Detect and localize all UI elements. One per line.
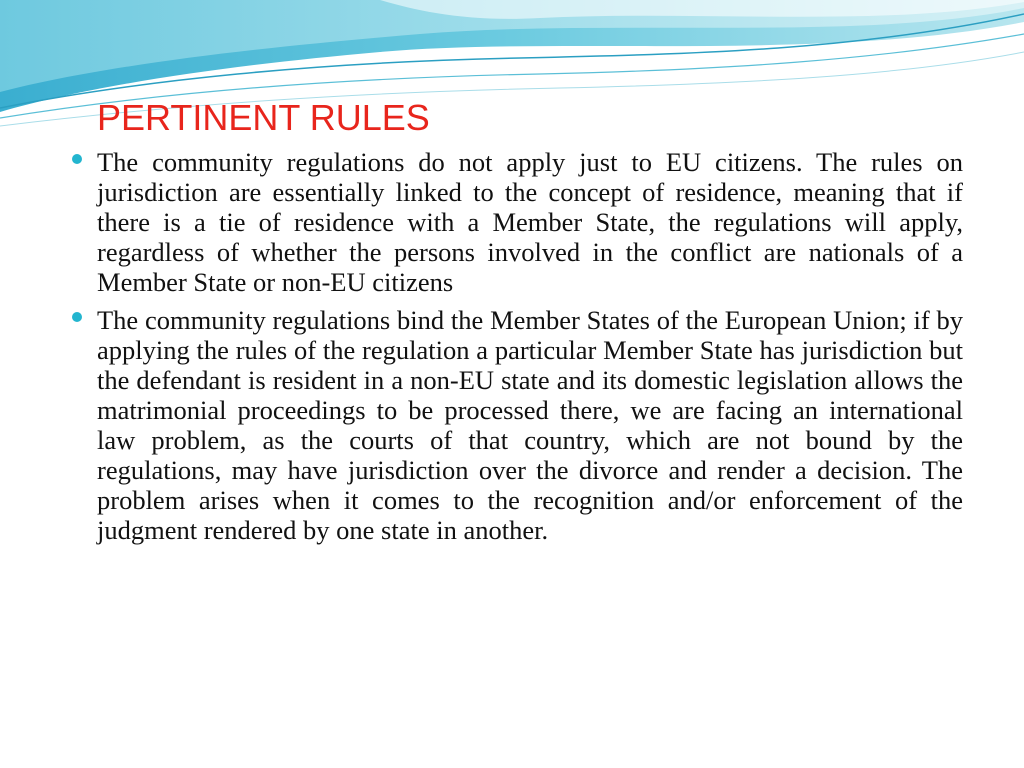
bullet-dot-icon — [72, 312, 82, 322]
bullet-dot-icon — [72, 154, 82, 164]
slide-title: PERTINENT RULES — [97, 97, 430, 138]
bullet-text: The community regulations bind the Member States of the European Union; if by applying the rules of the regulation a particular Member State has jurisdiction but the defendant is resident in a non-EU state and its domestic legislation allows the matrimonial proceedings to be processed there, we are facing an international law problem, as the courts of that country, which are not bound by the regulations, may have jurisdiction over the divorce and render a decision. The problem arises when it comes to the recognition and/or enforcement of the judgment rendered by one state in another. — [97, 305, 963, 545]
bullet-list — [97, 147, 963, 553]
bullet-text: The community regulations do not apply just to EU citizens. The rules on jurisdiction are essentially linked to the concept of residence, meaning that if there is a tie of residence with a Member State, the regulations will apply, regardless of whether the persons involved in the conflict are nationals of a Member State or non-EU citizens — [97, 147, 963, 297]
bullet-item — [97, 305, 963, 545]
bullet-item — [97, 147, 963, 297]
